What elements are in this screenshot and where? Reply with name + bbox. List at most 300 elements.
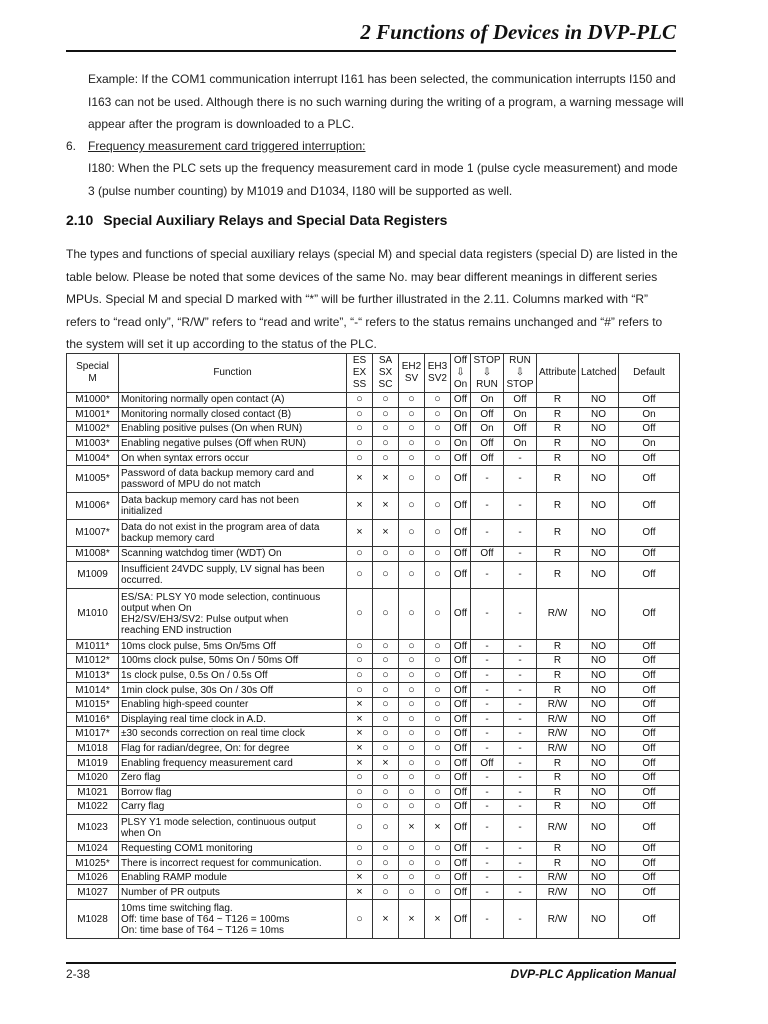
table-body [67,393,680,939]
table-row [67,741,680,756]
eh3-mark-cell: ○ [425,800,451,815]
default-cell: On [619,436,680,451]
function-text-line: Off: time base of T64 ~ T126 = 100ms [121,913,290,925]
table-row [67,814,680,841]
default-cell: Off [619,785,680,800]
sa-mark-cell: ○ [373,770,399,785]
eh2-mark-cell: ○ [399,393,425,408]
run-stop-cell: - [504,654,537,669]
attribute-cell: R [537,492,579,519]
latched-cell: NO [579,900,619,939]
latched-cell: NO [579,654,619,669]
attribute-cell: R [537,639,579,654]
run-stop-cell: - [504,465,537,492]
run-stop-cell: - [504,492,537,519]
stop-run-cell: - [471,741,504,756]
device-cell: M1022 [67,800,119,815]
es-mark-cell: ○ [347,814,373,841]
table-row [67,561,680,588]
sa-mark-cell: × [373,519,399,546]
stop-run-cell: - [471,727,504,742]
sa-mark-cell: ○ [373,588,399,639]
sa-mark-cell: ○ [373,885,399,900]
table-row [67,870,680,885]
function-text-line: Requesting COM1 monitoring [121,842,253,854]
default-cell: Off [619,800,680,815]
stop-run-cell: - [471,668,504,683]
run-stop-cell: - [504,712,537,727]
sa-mark-cell: ○ [373,668,399,683]
device-cell: M1020 [67,770,119,785]
es-mark-cell: × [347,870,373,885]
eh2-mark-cell: ○ [399,422,425,437]
run-stop-cell: - [504,756,537,771]
sa-mark-cell: ○ [373,436,399,451]
latched-cell: NO [579,546,619,561]
es-mark-cell: × [347,492,373,519]
footer-page-number: 2-38 [66,967,91,981]
es-mark-cell: ○ [347,561,373,588]
header-eh3-sv2: EH3 SV2 [425,354,451,393]
function-cell [119,900,347,939]
default-cell: Off [619,814,680,841]
es-mark-cell: ○ [347,841,373,856]
latched-cell: NO [579,697,619,712]
es-mark-cell: ○ [347,546,373,561]
sa-mark-cell: ○ [373,546,399,561]
eh3-mark-cell: ○ [425,870,451,885]
attribute-cell: R [537,756,579,771]
sa-mark-cell: ○ [373,451,399,466]
function-text-line: Carry flag [121,801,165,813]
stop-run-cell: - [471,465,504,492]
function-text-line: Number of PR outputs [121,886,220,898]
off-on-cell: Off [451,639,471,654]
es-mark-cell: ○ [347,436,373,451]
example-paragraph: Example: If the COM1 communication interrupt I161 has been selected, the communication interrupts I150 and I163 can not be used. Although there is no such warning during the writing of a program, a warning message will appear after the program is downloaded to a PLC. [88,72,684,131]
device-cell: M1017* [67,727,119,742]
run-stop-cell: - [504,856,537,871]
eh2-mark-cell: ○ [399,841,425,856]
run-stop-cell: - [504,900,537,939]
attribute-cell: R [537,668,579,683]
es-mark-cell: × [347,741,373,756]
header-attribute: Attribute [537,354,579,393]
table-row [67,800,680,815]
off-on-cell: On [451,407,471,422]
latched-cell: NO [579,841,619,856]
eh3-mark-cell: × [425,900,451,939]
es-mark-cell: ○ [347,588,373,639]
off-on-cell: On [451,436,471,451]
device-cell: M1008* [67,546,119,561]
stop-run-cell: - [471,588,504,639]
function-text-line: reaching END instruction [121,624,232,636]
off-on-cell: Off [451,870,471,885]
eh2-mark-cell: ○ [399,639,425,654]
sa-mark-cell: ○ [373,856,399,871]
function-text-line: Data backup memory card has not been [121,494,299,506]
sa-mark-cell: ○ [373,741,399,756]
latched-cell: NO [579,561,619,588]
function-text-line: ±30 seconds correction on real time clock [121,728,305,740]
function-cell [119,870,347,885]
attribute-cell: R [537,436,579,451]
es-mark-cell: ○ [347,770,373,785]
eh3-mark-cell: ○ [425,422,451,437]
eh2-mark-cell: ○ [399,436,425,451]
sa-mark-cell: ○ [373,407,399,422]
function-text-line: Enabling high-speed counter [121,699,249,711]
function-text-line: when On [121,827,162,839]
run-stop-cell: - [504,561,537,588]
attribute-cell: R [537,393,579,408]
table-row [67,841,680,856]
table-row [67,393,680,408]
stop-run-cell: Off [471,546,504,561]
device-cell: M1023 [67,814,119,841]
function-text-line: Data do not exist in the program area of data [121,521,320,533]
run-stop-cell: - [504,814,537,841]
eh2-mark-cell: ○ [399,800,425,815]
table-row [67,519,680,546]
es-mark-cell: ○ [347,407,373,422]
eh3-mark-cell: ○ [425,668,451,683]
table-row [67,856,680,871]
attribute-cell: R [537,546,579,561]
function-cell [119,756,347,771]
default-cell: Off [619,770,680,785]
stop-run-cell: - [471,870,504,885]
run-stop-cell: Off [504,393,537,408]
device-cell: M1024 [67,841,119,856]
function-cell [119,546,347,561]
attribute-cell: R/W [537,814,579,841]
device-cell: M1012* [67,654,119,669]
device-cell: M1026 [67,870,119,885]
function-cell [119,841,347,856]
device-cell: M1003* [67,436,119,451]
es-mark-cell: × [347,519,373,546]
eh3-mark-cell: ○ [425,519,451,546]
eh2-mark-cell: ○ [399,741,425,756]
eh3-mark-cell: ○ [425,393,451,408]
eh3-mark-cell: ○ [425,785,451,800]
es-mark-cell: ○ [347,422,373,437]
default-cell: Off [619,519,680,546]
run-stop-cell: - [504,870,537,885]
attribute-cell: R/W [537,697,579,712]
latched-cell: NO [579,465,619,492]
es-mark-cell: × [347,756,373,771]
eh2-mark-cell: ○ [399,407,425,422]
eh3-mark-cell: ○ [425,856,451,871]
run-stop-cell: - [504,639,537,654]
eh2-mark-cell: ○ [399,668,425,683]
es-mark-cell: ○ [347,393,373,408]
latched-cell: NO [579,422,619,437]
function-text-line: output when On [121,602,192,614]
table-row [67,785,680,800]
function-text-line: There is incorrect request for communication. [121,857,322,869]
device-cell: M1019 [67,756,119,771]
device-cell: M1001* [67,407,119,422]
off-on-cell: Off [451,465,471,492]
default-cell: Off [619,756,680,771]
function-cell [119,741,347,756]
device-cell: M1009 [67,561,119,588]
off-on-cell: Off [451,741,471,756]
table-row [67,697,680,712]
off-on-cell: Off [451,856,471,871]
stop-run-cell: - [471,785,504,800]
off-on-cell: Off [451,885,471,900]
latched-cell: NO [579,683,619,698]
eh3-mark-cell: ○ [425,712,451,727]
header-stop-run: STOP ⇩ RUN [471,354,504,393]
default-cell: Off [619,451,680,466]
eh2-mark-cell: ○ [399,451,425,466]
attribute-cell: R [537,841,579,856]
sa-mark-cell: ○ [373,393,399,408]
eh2-mark-cell: ○ [399,588,425,639]
list-item-number: 6. [66,139,77,153]
es-mark-cell: ○ [347,654,373,669]
header-run-stop: RUN ⇩ STOP [504,354,537,393]
run-stop-cell: - [504,885,537,900]
run-stop-cell: - [504,741,537,756]
sa-mark-cell: ○ [373,683,399,698]
device-cell: M1027 [67,885,119,900]
function-cell [119,785,347,800]
eh3-mark-cell: ○ [425,407,451,422]
attribute-cell: R [537,561,579,588]
header-eh2-sv: EH2 SV [399,354,425,393]
run-stop-cell: On [504,407,537,422]
default-cell: Off [619,465,680,492]
eh2-mark-cell: ○ [399,770,425,785]
es-mark-cell: ○ [347,900,373,939]
table-row [67,546,680,561]
run-stop-cell: - [504,800,537,815]
function-cell [119,654,347,669]
page-header-title: 2 Functions of Devices in DVP-PLC [360,20,676,44]
function-text-line: On: time base of T64 ~ T126 = 10ms [121,924,285,936]
section-title: Special Auxiliary Relays and Special Data Registers [103,212,448,228]
eh3-mark-cell: ○ [425,683,451,698]
sa-mark-cell: ○ [373,712,399,727]
function-cell [119,588,347,639]
function-text-line: Enabling RAMP module [121,872,227,884]
function-text-line: PLSY Y1 mode selection, continuous output [121,816,316,828]
default-cell: Off [619,654,680,669]
eh2-mark-cell: ○ [399,856,425,871]
stop-run-cell: - [471,900,504,939]
latched-cell: NO [579,885,619,900]
default-cell: Off [619,561,680,588]
function-text-line: Monitoring normally closed contact (B) [121,408,292,420]
device-cell: M1028 [67,900,119,939]
latched-cell: NO [579,407,619,422]
table-row [67,712,680,727]
eh3-mark-cell: ○ [425,465,451,492]
run-stop-cell: - [504,841,537,856]
header-es-ex-ss: ES EX SS [347,354,373,393]
eh2-mark-cell: ○ [399,465,425,492]
eh3-mark-cell: ○ [425,546,451,561]
eh2-mark-cell: ○ [399,785,425,800]
default-cell: Off [619,492,680,519]
run-stop-cell: - [504,770,537,785]
function-cell [119,465,347,492]
function-cell [119,800,347,815]
stop-run-cell: - [471,770,504,785]
default-cell: Off [619,683,680,698]
eh3-mark-cell: ○ [425,727,451,742]
function-cell [119,683,347,698]
table-row [67,436,680,451]
sa-mark-cell: ○ [373,561,399,588]
sa-mark-cell: ○ [373,639,399,654]
device-cell: M1025* [67,856,119,871]
function-cell [119,668,347,683]
eh3-mark-cell: ○ [425,697,451,712]
function-text-line: Displaying real time clock in A.D. [121,713,267,725]
function-text-line: Enabling frequency measurement card [121,757,293,769]
function-cell [119,436,347,451]
header-latched: Latched [579,354,619,393]
attribute-cell: R [537,422,579,437]
device-cell: M1013* [67,668,119,683]
attribute-cell: R [537,800,579,815]
eh2-mark-cell: ○ [399,697,425,712]
sa-mark-cell: × [373,900,399,939]
attribute-cell: R [537,785,579,800]
run-stop-cell: - [504,697,537,712]
latched-cell: NO [579,588,619,639]
sa-mark-cell: × [373,756,399,771]
latched-cell: NO [579,639,619,654]
latched-cell: NO [579,712,619,727]
function-text-line: Zero flag [121,772,161,784]
function-text-line: 1min clock pulse, 30s On / 30s Off [121,684,274,696]
run-stop-cell: On [504,436,537,451]
stop-run-cell: - [471,885,504,900]
eh3-mark-cell: ○ [425,588,451,639]
latched-cell: NO [579,870,619,885]
attribute-cell: R/W [537,741,579,756]
off-on-cell: Off [451,900,471,939]
eh3-mark-cell: ○ [425,436,451,451]
function-text-line: Flag for radian/degree, On: for degree [121,743,290,755]
device-cell: M1021 [67,785,119,800]
latched-cell: NO [579,770,619,785]
es-mark-cell: × [347,465,373,492]
stop-run-cell: On [471,393,504,408]
stop-run-cell: - [471,800,504,815]
default-cell: Off [619,588,680,639]
table-row [67,639,680,654]
eh2-mark-cell: × [399,900,425,939]
attribute-cell: R/W [537,900,579,939]
stop-run-cell: Off [471,436,504,451]
table-row [67,756,680,771]
device-cell: M1000* [67,393,119,408]
latched-cell: NO [579,451,619,466]
eh2-mark-cell: ○ [399,654,425,669]
table-row [67,900,680,939]
sa-mark-cell: ○ [373,785,399,800]
function-text-line: EH2/SV/EH3/SV2: Pulse output when [121,613,289,625]
off-on-cell: Off [451,756,471,771]
default-cell: Off [619,727,680,742]
off-on-cell: Off [451,712,471,727]
stop-run-cell: Off [471,451,504,466]
eh2-mark-cell: × [399,814,425,841]
attribute-cell: R [537,519,579,546]
eh3-mark-cell: ○ [425,741,451,756]
device-cell: M1015* [67,697,119,712]
section-number: 2.10 [66,212,94,228]
function-text-line: On when syntax errors occur [121,452,249,464]
special-relay-table [66,353,680,939]
run-stop-cell: - [504,519,537,546]
function-cell [119,697,347,712]
stop-run-cell: - [471,639,504,654]
eh2-mark-cell: ○ [399,870,425,885]
off-on-cell: Off [451,697,471,712]
latched-cell: NO [579,393,619,408]
off-on-cell: Off [451,422,471,437]
table-row [67,668,680,683]
function-cell [119,814,347,841]
function-text-line: 100ms clock pulse, 50ms On / 50ms Off [121,655,299,667]
device-cell: M1004* [67,451,119,466]
attribute-cell: R [537,654,579,669]
function-text-line: Password of data backup memory card and [121,467,314,479]
es-mark-cell: ○ [347,785,373,800]
latched-cell: NO [579,756,619,771]
sa-mark-cell: × [373,492,399,519]
eh2-mark-cell: ○ [399,519,425,546]
function-cell [119,407,347,422]
device-cell: M1011* [67,639,119,654]
sa-mark-cell: ○ [373,800,399,815]
stop-run-cell: - [471,519,504,546]
function-text-line: 10ms clock pulse, 5ms On/5ms Off [121,640,276,652]
function-cell [119,561,347,588]
attribute-cell: R/W [537,588,579,639]
header-function: Function [119,354,347,393]
off-on-cell: Off [451,683,471,698]
function-text-line: initialized [121,505,163,517]
function-text-line: backup memory card [121,532,215,544]
device-cell: M1010 [67,588,119,639]
default-cell: Off [619,422,680,437]
header-default: Default [619,354,680,393]
default-cell: Off [619,712,680,727]
list-item-heading: Frequency measurement card triggered interruption: [88,139,366,153]
section-heading [66,212,447,228]
table-row [67,683,680,698]
off-on-cell: Off [451,654,471,669]
device-cell: M1006* [67,492,119,519]
function-text-line: Insufficient 24VDC supply, LV signal has been [121,563,325,575]
off-on-cell: Off [451,770,471,785]
attribute-cell: R [537,683,579,698]
sa-mark-cell: ○ [373,654,399,669]
off-on-cell: Off [451,393,471,408]
